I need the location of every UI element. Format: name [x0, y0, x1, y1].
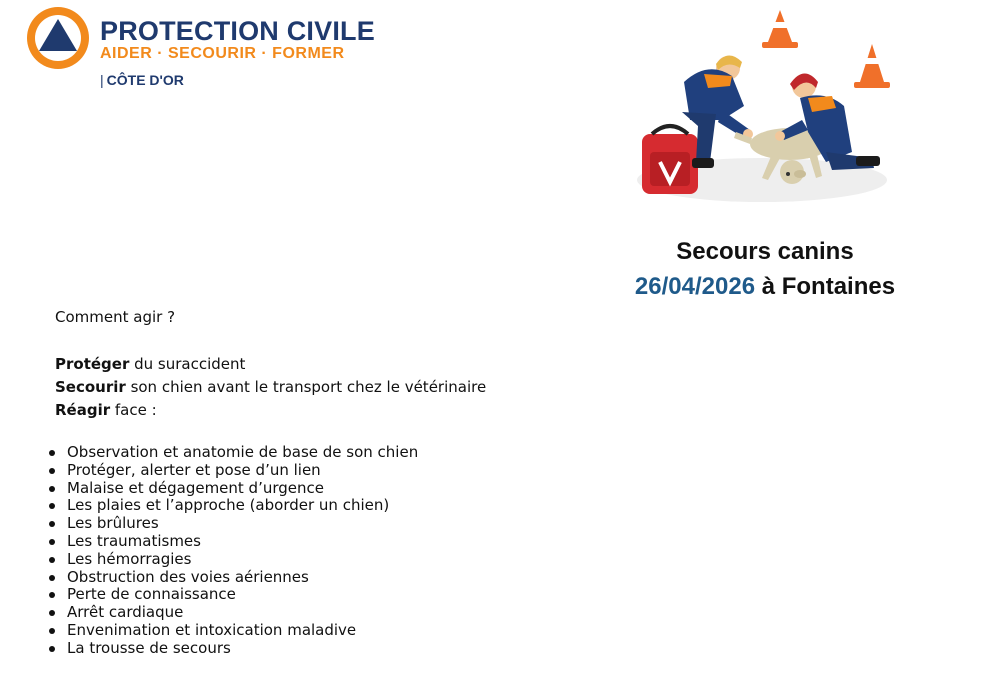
list-item: Arrêt cardiaque [48, 604, 418, 622]
list-item: Observation et anatomie de base de son chien [48, 444, 418, 462]
rescuers-helping-dog-illustration [612, 2, 912, 217]
action-verb: Secourir [55, 378, 126, 396]
list-item: Perte de connaissance [48, 586, 418, 604]
action-line [55, 376, 615, 399]
course-description [55, 306, 615, 422]
event-date-location [600, 270, 930, 304]
protection-civile-logo [26, 6, 386, 96]
logo-tagline: AIDER · SECOURIR · FORMER [100, 45, 345, 62]
list-item: Malaise et dégagement d’urgence [48, 480, 418, 498]
logo-title: PROTECTION CIVILE [100, 16, 375, 46]
action-line [55, 353, 615, 376]
list-item: Les plaies et l’approche (aborder un chien) [48, 497, 418, 515]
event-date: 26/04/2026 [634, 273, 756, 300]
intro-question: Comment agir ? [55, 308, 176, 326]
list-item: Obstruction des voies aériennes [48, 569, 418, 587]
action-verb: Protéger [55, 355, 130, 373]
action-verb: Réagir [55, 401, 111, 419]
list-item: La trousse de secours [48, 640, 418, 658]
protection-civile-emblem-icon [26, 6, 90, 70]
logo-region-text: CÔTE D'OR [106, 72, 184, 88]
list-item: Envenimation et intoxication maladive [48, 622, 418, 640]
action-line [55, 399, 615, 422]
list-item: Protéger, alerter et pose d’un lien [48, 462, 418, 480]
event-title: Secours canins [676, 238, 854, 265]
logo-region: | CÔTE D'OR [100, 72, 184, 88]
list-item: Les brûlures [48, 515, 418, 533]
topics-list [48, 444, 418, 658]
traffic-cone-icon [762, 10, 798, 48]
traffic-cone-icon [854, 44, 890, 88]
list-item: Les traumatismes [48, 533, 418, 551]
event-location: à Fontaines [761, 273, 896, 300]
action-text: face : [110, 401, 157, 419]
first-aid-bag-icon [642, 126, 698, 194]
list-item: Les hémorragies [48, 551, 418, 569]
action-text: du suraccident [129, 355, 246, 373]
event-heading [600, 236, 930, 304]
action-text: son chien avant le transport chez le vétérinaire [125, 378, 487, 396]
